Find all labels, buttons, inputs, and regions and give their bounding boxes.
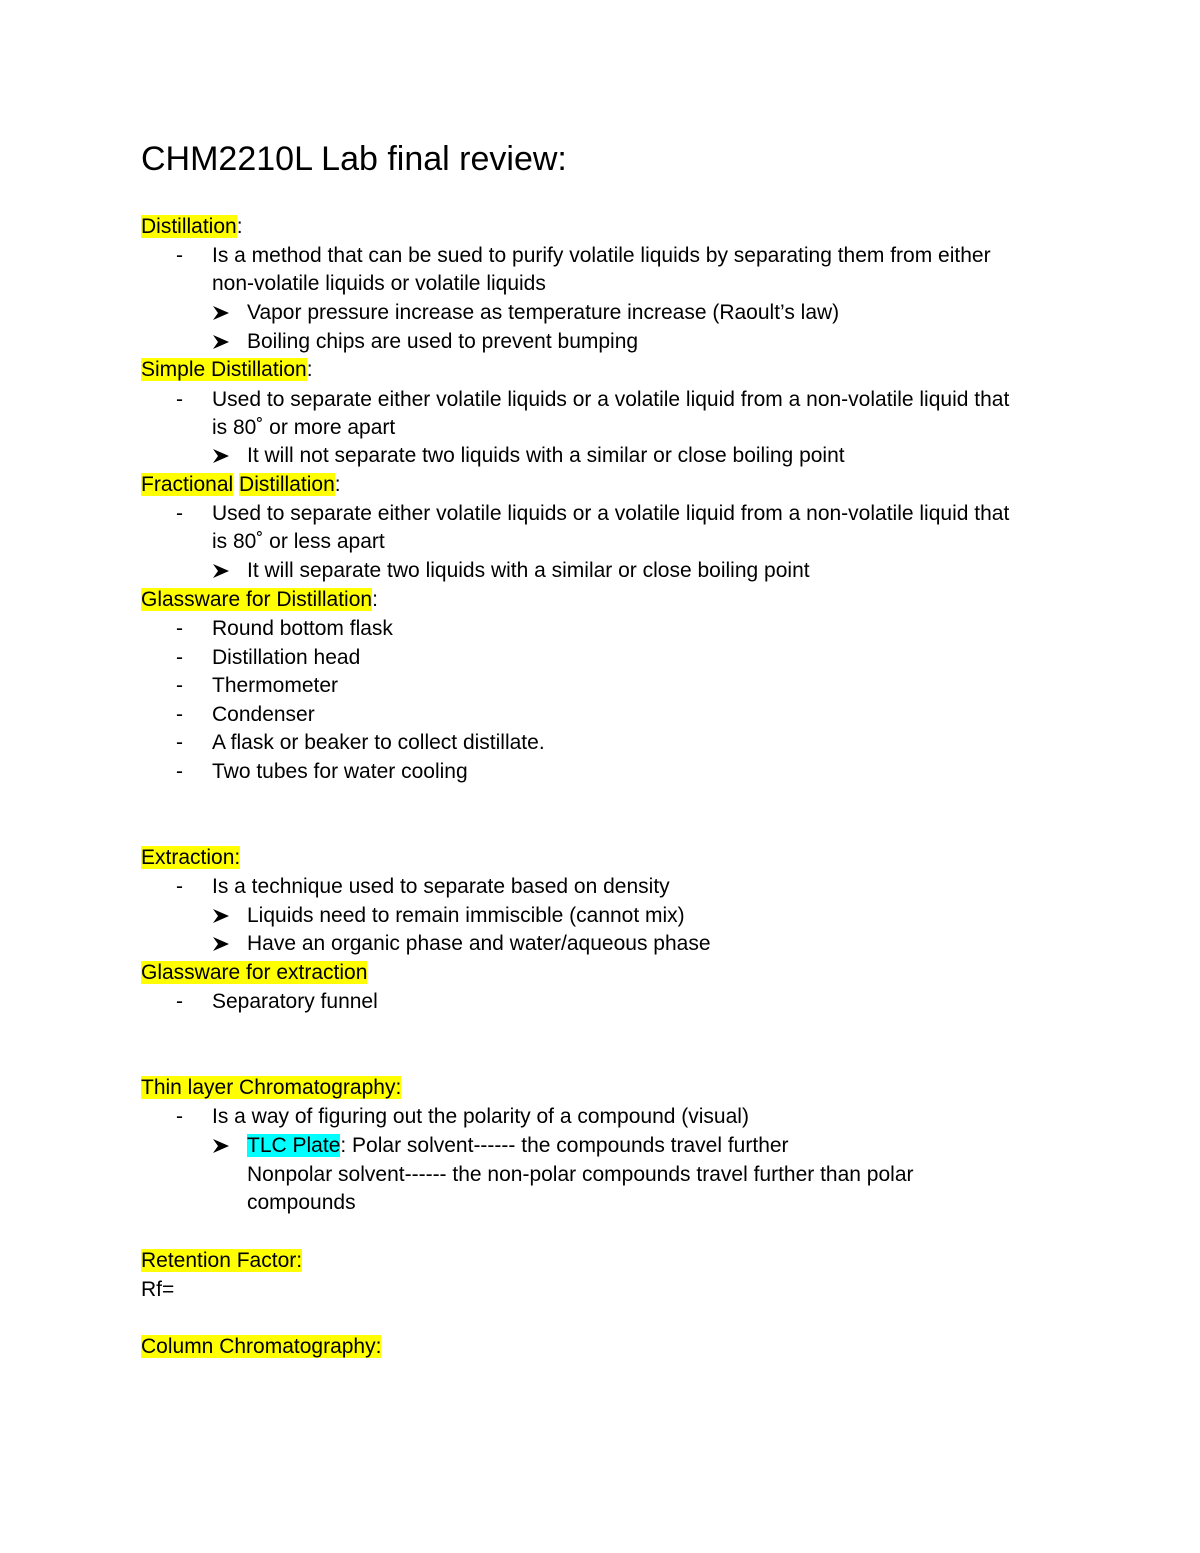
list-item: Is a technique used to separate based on density	[212, 875, 670, 898]
list-item: Used to separate either volatile liquids or a volatile liquid from a non-volatile liquid that	[212, 388, 1010, 411]
list-item: Thermometer	[212, 674, 339, 697]
sub-list-item: Boiling chips are used to prevent bumping	[247, 330, 639, 353]
list-item: A flask or beaker to collect distillate.	[212, 731, 545, 754]
heading-text-a: Fractional	[141, 473, 234, 496]
heading-colon: :	[334, 473, 341, 496]
section-heading-distillation	[141, 214, 243, 240]
dash-bullet: -	[176, 875, 183, 898]
list-item: Round bottom flask	[212, 617, 393, 640]
arrow-bullet-icon	[212, 329, 234, 355]
list-item-continuation: is 80˚ or less apart	[212, 530, 385, 553]
section-heading-tlc	[141, 1075, 401, 1101]
dash-bullet: -	[176, 1105, 183, 1128]
dash-bullet: -	[176, 617, 183, 640]
dash-bullet: -	[176, 703, 183, 726]
list-item: Distillation head	[212, 646, 361, 669]
tlc-plate-label: TLC Plate	[247, 1134, 341, 1157]
heading-text-b: Distillation	[239, 473, 335, 496]
list-item: Two tubes for water cooling	[212, 760, 468, 783]
section-heading-glassware-distillation	[141, 587, 378, 613]
heading-colon: :	[236, 215, 243, 238]
section-heading-extraction	[141, 845, 240, 871]
sub-list-item-continuation: Nonpolar solvent------ the non-polar compounds travel further than polar	[247, 1163, 914, 1186]
dash-bullet: -	[176, 990, 183, 1013]
heading-text: Column Chromatography:	[141, 1335, 382, 1358]
list-item: Is a way of figuring out the polarity of a compound (visual)	[212, 1105, 749, 1128]
dash-bullet: -	[176, 244, 183, 267]
dash-bullet: -	[176, 388, 183, 411]
arrow-bullet-icon	[212, 443, 234, 469]
list-item-continuation: is 80˚ or more apart	[212, 416, 396, 439]
heading-text: Glassware for Distillation	[141, 588, 373, 611]
sub-list-item-continuation: compounds	[247, 1191, 356, 1214]
sub-list-item: It will separate two liquids with a similar or close boiling point	[247, 559, 810, 582]
dash-bullet: -	[176, 674, 183, 697]
heading-colon: :	[306, 358, 313, 381]
arrow-bullet-icon	[212, 300, 234, 326]
section-heading-simple-distillation	[141, 357, 313, 383]
dash-bullet: -	[176, 646, 183, 669]
sub-list-item: Vapor pressure increase as temperature increase (Raoult’s law)	[247, 301, 840, 324]
heading-colon: :	[372, 588, 378, 611]
list-item: Separatory funnel	[212, 990, 378, 1013]
list-item: Is a method that can be sued to purify volatile liquids by separating them from either	[212, 244, 991, 267]
section-heading-fractional-distillation	[141, 472, 341, 498]
dash-bullet: -	[176, 502, 183, 525]
section-heading-glassware-extraction	[141, 960, 367, 986]
dash-bullet: -	[176, 760, 183, 783]
arrow-bullet-icon	[212, 558, 234, 584]
list-item-continuation: non-volatile liquids or volatile liquids	[212, 272, 546, 295]
sub-list-item: Liquids need to remain immiscible (cannot mix)	[247, 904, 685, 927]
list-item: Condenser	[212, 703, 315, 726]
arrow-bullet-icon	[212, 903, 234, 929]
heading-text: Extraction:	[141, 846, 241, 869]
arrow-bullet-icon	[212, 1133, 234, 1159]
heading-text: Retention Factor:	[141, 1249, 303, 1272]
document-title: CHM2210L Lab final review:	[141, 140, 567, 178]
retention-formula: Rf=	[141, 1278, 175, 1301]
section-heading-retention-factor	[141, 1248, 302, 1274]
section-heading-column-chromatography	[141, 1334, 381, 1360]
sub-list-item	[247, 1133, 789, 1159]
arrow-bullet-icon	[212, 931, 234, 957]
heading-text: Thin layer Chromatography:	[141, 1076, 402, 1099]
heading-text: Simple Distillation	[141, 358, 307, 381]
sub-list-item: It will not separate two liquids with a similar or close boiling point	[247, 444, 845, 467]
sub-list-item: Have an organic phase and water/aqueous phase	[247, 932, 711, 955]
heading-text: Glassware for extraction	[141, 961, 368, 984]
heading-text: Distillation	[141, 215, 237, 238]
list-item: Used to separate either volatile liquids or a volatile liquid from a non-volatile liquid that	[212, 502, 1010, 525]
dash-bullet: -	[176, 731, 183, 754]
tlc-plate-text: : Polar solvent------ the compounds travel further	[340, 1134, 789, 1157]
